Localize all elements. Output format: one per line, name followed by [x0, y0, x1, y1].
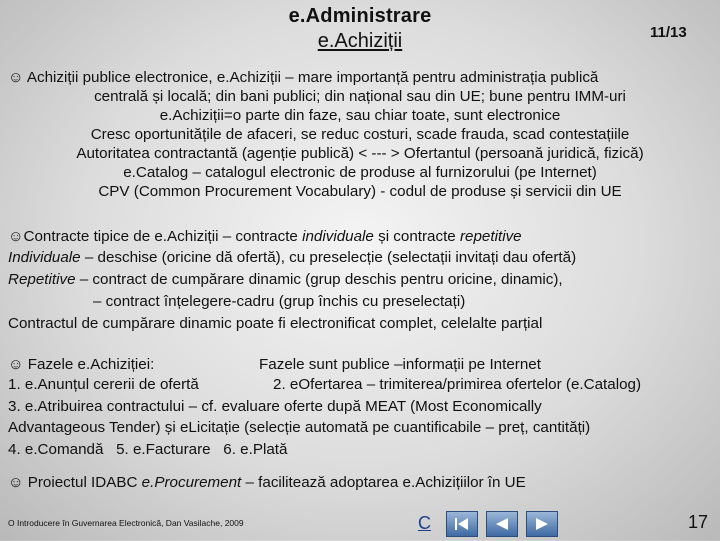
section1-line7: CPV (Common Procurement Vocabulary) - codul de produse și servicii din UE: [98, 183, 622, 200]
phases-heading: ☺ Fazele e.Achiziției:: [8, 356, 155, 373]
section1-line3: e.Achiziții=o parte din faze, sau chiar toate, sunt electronice: [159, 107, 561, 124]
nav-c-link[interactable]: C: [418, 513, 431, 533]
arrow-right-icon: [527, 512, 557, 536]
section1-line6: e.Catalog – catalogul electronic de produse al furnizorului (pe Internet): [123, 164, 597, 181]
section1-line2: centrală și locală; din bani publici; din național sau din UE; bune pentru IMM-uri: [94, 88, 626, 105]
page-indicator: 11/13: [650, 24, 687, 41]
page-number: 17: [688, 512, 709, 532]
nav-forward-button[interactable]: [526, 511, 558, 537]
nav-back-button[interactable]: [486, 511, 518, 537]
section1-line4: Cresc oportunitățile de afaceri, se reduc costuri, scade frauda, scad contestațiile: [90, 126, 630, 143]
phases-heading-note: Fazele sunt publice –informații pe Internet: [259, 356, 541, 373]
idabc-line: ☺ Proiectul IDABC e.Procurement – facilitează adoptarea e.Achizițiilor în UE: [8, 474, 526, 491]
section2-line5: Contractul de cumpărare dinamic poate fi electronificat complet, celelalte parțial: [8, 315, 543, 332]
section2-line4: – contract înțelegere-cadru (grup închis cu preselectați): [93, 293, 466, 310]
section2-line3: Repetitive – contract de cumpărare dinamic (grup deschis pentru oricine, dinamic),: [8, 271, 563, 288]
phase-2: 2. eOfertarea – trimiterea/primirea ofertelor (e.Catalog): [273, 376, 642, 393]
section1-line1: ☺ Achiziții publice electronice, e.Achiziții – mare importanță pentru administrația publică: [8, 69, 599, 86]
phase-3-line1: 3. e.Atribuirea contractului – cf. evaluare oferte după MEAT (Most Economically: [8, 398, 542, 415]
arrow-left-icon: [487, 512, 517, 536]
footer-credit: O Introducere în Guvernarea Electronică, Dan Vasilache, 2009: [8, 518, 244, 528]
phase-1: 1. e.Anunțul cererii de ofertă: [8, 376, 199, 393]
section2-line1: ☺Contracte tipice de e.Achiziții – contracte individuale și contracte repetitive: [8, 228, 522, 245]
phases-4-6: 4. e.Comandă 5. e.Facturare 6. e.Plată: [8, 441, 288, 458]
slide-subtitle: e.Achiziții: [317, 30, 403, 52]
phase-3-line2: Advantageous Tender) și eLicitație (selecție automată pe cuantificabile – preț, cantități): [8, 419, 591, 436]
nav-first-button[interactable]: [446, 511, 478, 537]
section1-line5: Autoritatea contractantă (agenție publică) < --- > Ofertantul (persoană juridică, fizică): [76, 145, 644, 162]
slide-title: e.Administrare: [288, 5, 432, 27]
section2-line2: Individuale – deschise (oricine dă ofertă), cu preselecție (selectații invitați dau ofertă): [8, 249, 577, 266]
skip-back-icon: [447, 512, 477, 536]
